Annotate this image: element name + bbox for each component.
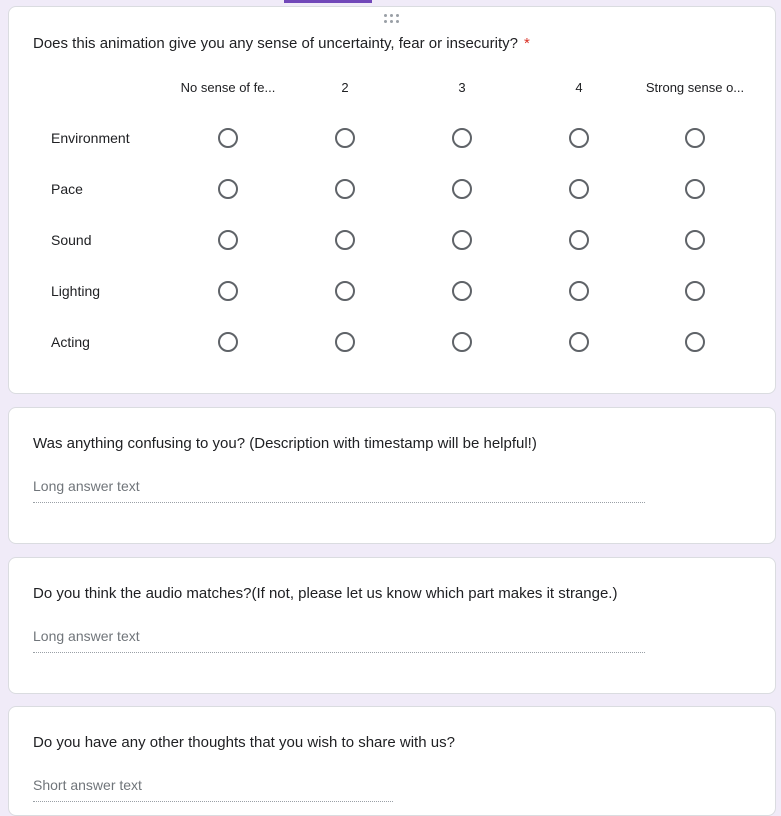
grid-row-label: Environment — [51, 130, 130, 146]
radio-button[interactable] — [452, 128, 472, 148]
question-title: Do you think the audio matches?(If not, please let us know which part makes it strange.) — [33, 585, 618, 602]
radio-button[interactable] — [685, 230, 705, 250]
grid-row-label: Pace — [51, 181, 83, 197]
long-answer-input[interactable]: Long answer text — [33, 478, 140, 494]
radio-button[interactable] — [218, 281, 238, 301]
grid-row-label: Acting — [51, 334, 90, 350]
drag-handle-icon[interactable] — [384, 14, 402, 26]
header-accent-bar — [284, 0, 372, 3]
radio-button[interactable] — [685, 128, 705, 148]
short-answer-input[interactable]: Short answer text — [33, 777, 142, 793]
grid-column-header: Strong sense o... — [645, 80, 745, 95]
question-card-grid — [8, 6, 776, 394]
long-answer-input[interactable]: Long answer text — [33, 628, 140, 644]
question-card-confusing — [8, 407, 776, 544]
grid-column-header: 2 — [341, 80, 349, 95]
radio-button[interactable] — [569, 230, 589, 250]
grid-row-label: Sound — [51, 232, 92, 248]
required-indicator: * — [523, 35, 530, 52]
grid-column-header: 3 — [458, 80, 466, 95]
radio-button[interactable] — [452, 230, 472, 250]
question-card-thoughts — [8, 706, 776, 816]
radio-button[interactable] — [335, 230, 355, 250]
answer-underline — [33, 652, 645, 653]
radio-button[interactable] — [685, 281, 705, 301]
radio-button[interactable] — [569, 281, 589, 301]
radio-button[interactable] — [218, 332, 238, 352]
radio-button[interactable] — [569, 179, 589, 199]
radio-button[interactable] — [335, 128, 355, 148]
radio-button[interactable] — [218, 128, 238, 148]
radio-button[interactable] — [335, 332, 355, 352]
radio-button[interactable] — [452, 281, 472, 301]
radio-button[interactable] — [335, 281, 355, 301]
question-title: Was anything confusing to you? (Description with timestamp will be helpful!) — [33, 435, 537, 452]
grid-row-label: Lighting — [51, 283, 101, 299]
grid-column-header: 4 — [575, 80, 583, 95]
question-title: Does this animation give you any sense of uncertainty, fear or insecurity? * — [33, 35, 530, 52]
radio-button[interactable] — [685, 179, 705, 199]
radio-button[interactable] — [569, 332, 589, 352]
radio-button[interactable] — [218, 230, 238, 250]
question-card-audio — [8, 557, 776, 694]
grid-column-header: No sense of fe... — [180, 80, 276, 95]
question-title: Do you have any other thoughts that you wish to share with us? — [33, 734, 455, 751]
radio-button[interactable] — [335, 179, 355, 199]
answer-underline — [33, 502, 645, 503]
radio-button[interactable] — [685, 332, 705, 352]
radio-button[interactable] — [452, 179, 472, 199]
radio-button[interactable] — [218, 179, 238, 199]
radio-button[interactable] — [452, 332, 472, 352]
radio-button[interactable] — [569, 128, 589, 148]
